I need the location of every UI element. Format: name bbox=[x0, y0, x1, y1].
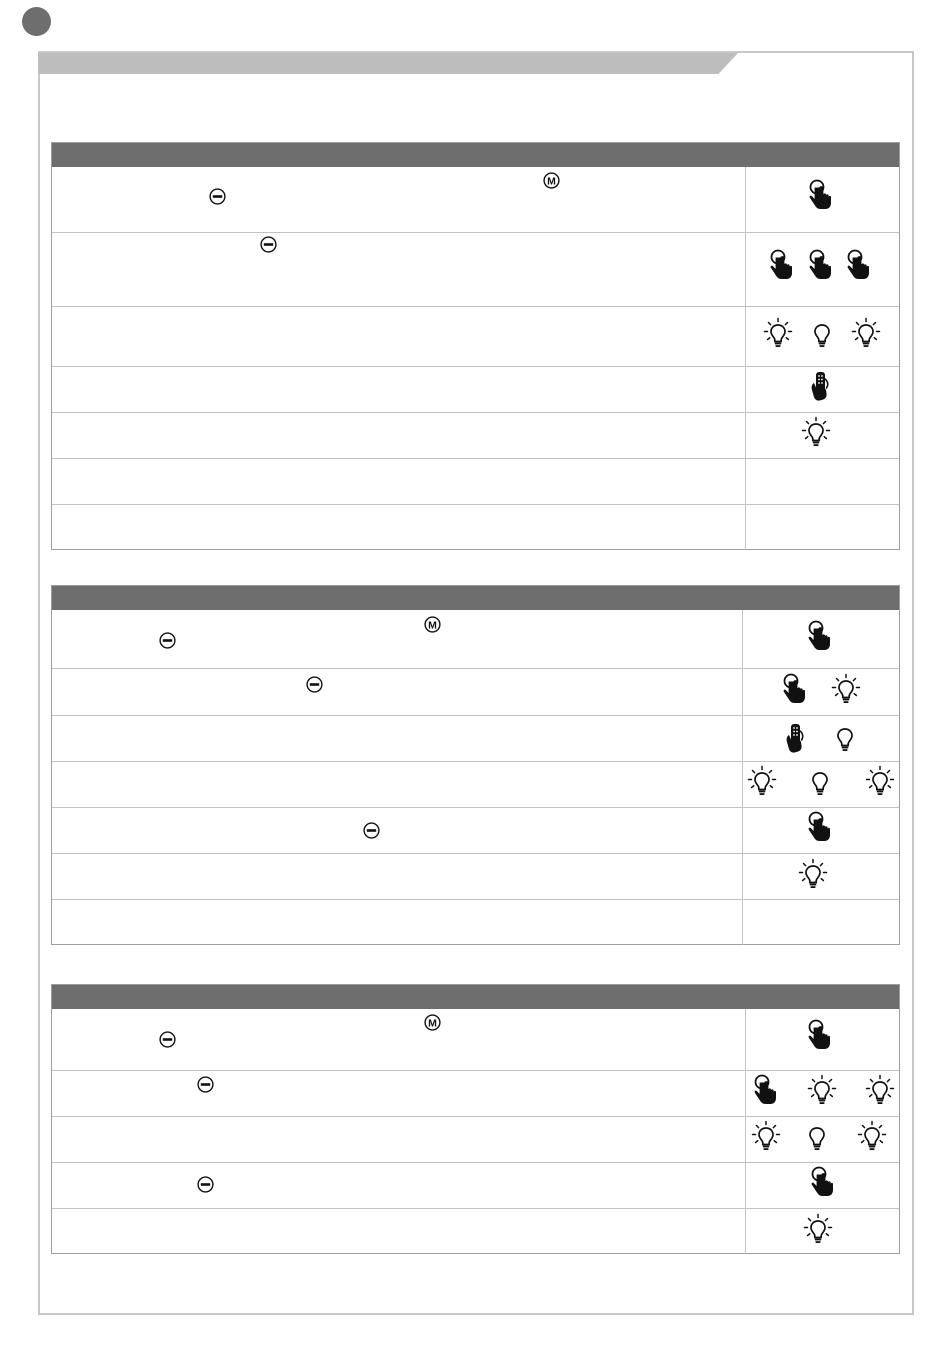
bulb-lit-icon bbox=[801, 416, 831, 450]
bulb-off-icon bbox=[802, 1120, 832, 1154]
hand-press-icon bbox=[808, 1166, 838, 1200]
bulb-lit-icon bbox=[807, 1074, 837, 1108]
bulb-lit-icon bbox=[865, 765, 895, 799]
procedure-step-row bbox=[52, 1009, 899, 1070]
column-divider bbox=[742, 854, 743, 899]
hand-press-icon bbox=[806, 249, 836, 283]
hand-press-icon bbox=[767, 249, 797, 283]
minus-key-icon bbox=[197, 1176, 214, 1193]
hand-press-icon bbox=[805, 811, 835, 845]
hand-press-icon bbox=[806, 179, 836, 213]
svg-text:M: M bbox=[428, 619, 437, 632]
hand-press-icon bbox=[780, 673, 810, 707]
procedure-step-row bbox=[52, 610, 899, 668]
column-divider bbox=[745, 1209, 746, 1254]
column-divider bbox=[745, 167, 746, 232]
column-divider bbox=[742, 610, 743, 668]
column-divider bbox=[745, 459, 746, 504]
procedure-step-row bbox=[52, 807, 899, 853]
column-divider bbox=[745, 1117, 746, 1162]
minus-key-icon bbox=[159, 1031, 176, 1048]
procedure-step-row bbox=[52, 458, 899, 504]
procedure-table bbox=[51, 984, 900, 1254]
procedure-step-row bbox=[52, 1162, 899, 1208]
menu-key-icon bbox=[424, 1014, 441, 1031]
column-divider bbox=[742, 900, 743, 945]
procedure-table-header bbox=[52, 985, 899, 1009]
hand-press-icon bbox=[805, 620, 835, 654]
procedure-step-row bbox=[52, 504, 899, 550]
bulb-lit-icon bbox=[865, 1074, 895, 1108]
menu-key-icon bbox=[424, 616, 441, 633]
bulb-off-icon bbox=[805, 765, 835, 799]
minus-key-icon bbox=[197, 1076, 214, 1093]
column-divider bbox=[745, 1009, 746, 1070]
column-divider bbox=[745, 505, 746, 550]
bulb-lit-icon bbox=[751, 1120, 781, 1154]
procedure-step-row bbox=[52, 1208, 899, 1254]
bulb-lit-icon bbox=[763, 317, 793, 351]
procedure-step-row bbox=[52, 715, 899, 761]
procedure-table-header bbox=[52, 143, 899, 167]
minus-key-icon bbox=[306, 676, 323, 693]
bulb-off-icon bbox=[807, 317, 837, 351]
procedure-step-row bbox=[52, 853, 899, 899]
column-divider bbox=[742, 669, 743, 715]
procedure-table-header bbox=[52, 586, 899, 610]
column-divider bbox=[742, 762, 743, 807]
procedure-step-row bbox=[52, 366, 899, 412]
hand-press-icon bbox=[805, 1019, 835, 1053]
hand-press-icon bbox=[844, 249, 874, 283]
remote-in-hand-icon bbox=[805, 369, 835, 403]
minus-key-icon bbox=[260, 236, 277, 253]
minus-key-icon bbox=[159, 632, 176, 649]
column-divider bbox=[745, 307, 746, 366]
svg-text:M: M bbox=[428, 1017, 437, 1030]
remote-in-hand-icon bbox=[780, 721, 810, 755]
column-divider bbox=[745, 1163, 746, 1208]
column-divider bbox=[742, 716, 743, 761]
column-divider bbox=[742, 808, 743, 853]
procedure-step-row bbox=[52, 167, 899, 232]
bulb-off-icon bbox=[830, 721, 860, 755]
bulb-lit-icon bbox=[831, 673, 861, 707]
svg-text:M: M bbox=[547, 175, 556, 188]
bulb-lit-icon bbox=[803, 1213, 833, 1247]
bulb-lit-icon bbox=[798, 858, 828, 892]
column-divider bbox=[745, 233, 746, 306]
minus-key-icon bbox=[363, 822, 380, 839]
procedure-step-row bbox=[52, 899, 899, 945]
procedure-step-row bbox=[52, 668, 899, 715]
column-divider bbox=[745, 1071, 746, 1116]
bulb-lit-icon bbox=[747, 765, 777, 799]
bulb-lit-icon bbox=[857, 1120, 887, 1154]
page-number-badge bbox=[22, 7, 51, 36]
bulb-lit-icon bbox=[851, 317, 881, 351]
section-title-bar bbox=[38, 53, 738, 74]
procedure-step-row bbox=[52, 412, 899, 458]
column-divider bbox=[745, 367, 746, 412]
minus-key-icon bbox=[209, 188, 226, 205]
menu-key-icon bbox=[543, 172, 560, 189]
hand-press-icon bbox=[751, 1074, 781, 1108]
column-divider bbox=[745, 413, 746, 458]
